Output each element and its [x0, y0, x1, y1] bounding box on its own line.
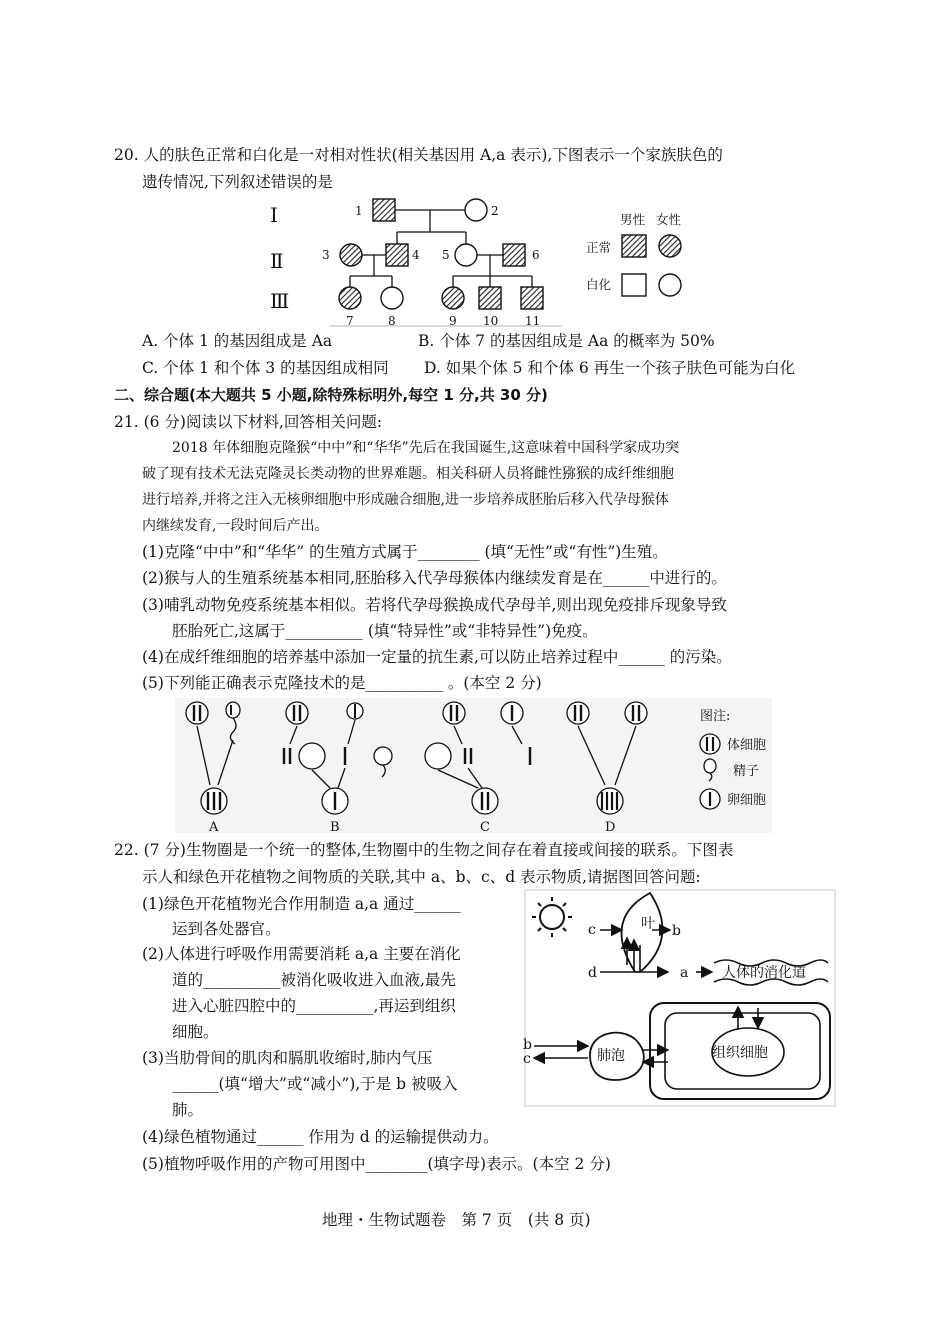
legend-female: 女性: [656, 212, 682, 227]
person-label-9: 9: [449, 314, 457, 328]
q21-stem: 21. (6 分)阅读以下材料,回答相关问题:: [114, 413, 383, 431]
person-9-normal-female: [442, 287, 464, 309]
q21-sub4: (4)在成纤维细胞的培养基中添加一定量的抗生素,可以防止培养过程中______ 的污染。: [142, 648, 732, 666]
legend-albino-female-symbol: [659, 274, 681, 296]
person-label-4: 4: [412, 248, 420, 262]
person-6-normal-male: [503, 244, 525, 266]
person-label-11: 11: [525, 314, 541, 328]
person-label-7: 7: [346, 314, 354, 328]
legend-albino-male-symbol: [622, 274, 646, 296]
option-d-label: D: [605, 820, 616, 835]
q20-stem-line2: 遗传情况,下列叙述错误的是: [142, 173, 333, 191]
q20-option-c: C. 个体 1 和个体 3 的基因组成相同: [142, 359, 389, 377]
legend-male: 男性: [620, 212, 646, 227]
generation-label-2: Ⅱ: [270, 249, 284, 273]
legend-sperm-symbol: [704, 759, 716, 773]
option-a-body-cell: [186, 702, 208, 724]
letter-b-bottom: b: [523, 1037, 532, 1053]
option-d-cell1: [567, 702, 589, 724]
q22-sub2-line1: (2)人体进行呼吸作用需要消耗 a,a 主要在消化: [142, 945, 461, 963]
legend-normal: 正常: [586, 240, 612, 255]
person-label-3: 3: [322, 248, 330, 262]
option-a-label: A: [209, 820, 219, 835]
person-7-normal-female: [339, 287, 361, 309]
letter-a: a: [680, 965, 689, 981]
person-label-6: 6: [532, 248, 540, 262]
q22-sub4: (4)绿色植物通过______ 作用为 d 的运输提供动力。: [142, 1128, 499, 1146]
q22-sub3-line1: (3)当肋骨间的肌肉和膈肌收缩时,肺内气压: [142, 1049, 433, 1067]
person-label-1: 1: [355, 204, 363, 218]
person-2-female: [465, 199, 487, 221]
letter-c-top: c: [588, 922, 596, 938]
option-b-label: B: [330, 820, 340, 835]
q22-sub1-line2: 运到各处器官。: [172, 920, 281, 938]
person-label-8: 8: [388, 314, 396, 328]
q22-sub1-line1: (1)绿色开花植物光合作用制造 a,a 通过______: [142, 895, 461, 913]
option-c-label: C: [480, 820, 490, 835]
person-3-normal-female: [340, 244, 362, 266]
q20-option-b: B. 个体 7 的基因组成是 Aa 的概率为 50%: [418, 332, 715, 350]
option-b-egg: [299, 743, 325, 769]
q22-sub2-line3: 进入心脏四腔中的__________,再运到组织: [172, 997, 456, 1015]
person-label-5: 5: [442, 248, 450, 262]
q21-material-line4: 内继续发育,一段时间后产出。: [142, 518, 329, 534]
legend-normal-female-symbol: [659, 235, 681, 257]
generation-label-1: Ⅰ: [270, 203, 278, 227]
q22-sub2-line2: 道的__________被消化吸收进入血液,最先: [172, 971, 456, 989]
person-label-2: 2: [491, 204, 499, 218]
person-11-normal-male: [521, 287, 543, 309]
legend-normal-male-symbol: [622, 235, 646, 257]
q20-option-d: D. 如果个体 5 和个体 6 再生一个孩子肤色可能为白化: [424, 359, 796, 377]
q21-material-line2: 破了现有技术无法克隆灵长类动物的世界难题。相关科研人员将雌性猕猴的成纤维细胞: [142, 466, 674, 482]
q20-option-a: A. 个体 1 的基因组成是 Aa: [142, 332, 333, 350]
pedigree-chart: [255, 192, 705, 332]
option-b-sperm: [374, 747, 392, 765]
legend-body-cell: 体细胞: [727, 738, 767, 753]
option-b-body-cell: [286, 702, 308, 724]
letter-b-top: b: [672, 923, 681, 939]
legend-egg-cell: 卵细胞: [727, 793, 767, 808]
option-c-egg: [425, 743, 451, 769]
person-10-normal-male: [479, 287, 501, 309]
legend-body-cell-symbol: [700, 734, 720, 754]
legend-sperm: 精子: [733, 764, 760, 779]
leaf-label: 叶: [641, 916, 655, 932]
q22-sub2-line4: 细胞。: [172, 1023, 219, 1041]
option-c-result: [472, 788, 498, 814]
person-4-normal-male: [386, 244, 408, 266]
q21-sub3-line2: 胚胎死亡,这属于__________ (填“特异性”或“非特异性”)免疫。: [172, 622, 598, 640]
legend-albino: 白化: [586, 277, 612, 292]
option-c-body-cell: [443, 702, 465, 724]
digestive-tract-label: 人体的消化道: [722, 965, 806, 981]
q22-sub3-line2: ______(填“增大”或“减小”),于是 b 被吸入: [172, 1075, 458, 1093]
q21-sub5: (5)下列能正确表示克隆技术的是__________ 。(本空 2 分): [142, 674, 542, 692]
q22-sub5: (5)植物呼吸作用的产物可用图中________(填字母)表示。(本空 2 分): [142, 1155, 611, 1173]
q20-stem-line1: 20. 人的肤色正常和白化是一对相对性状(相关基因用 A,a 表示),下图表示一个家族肤色的: [114, 146, 723, 164]
legend-title: 图注:: [700, 709, 731, 724]
letter-d: d: [588, 965, 597, 981]
tissue-cell-label: 组织细胞: [712, 1045, 768, 1061]
q22-stem-line1: 22. (7 分)生物圈是一个统一的整体,生物圈中的生物之间存在着直接或间接的联系。下图表: [114, 841, 734, 859]
letter-c-bottom: c: [523, 1051, 531, 1067]
alveoli-label: 肺泡: [597, 1048, 625, 1064]
q21-material-line3: 进行培养,并将之注入无核卵细胞中形成融合细胞,进一步培养成胚胎后移入代孕母猴体: [142, 492, 669, 508]
option-a-sperm: [226, 702, 240, 718]
person-1-affected-male: [373, 199, 395, 221]
person-8-albino-female: [381, 287, 403, 309]
material-relationship-diagram: [520, 888, 840, 1110]
q22-sub3-line3: 肺。: [172, 1101, 204, 1119]
generation-label-3: Ⅲ: [270, 289, 290, 313]
q22-stem-line2: 示人和绿色开花植物之间物质的关联,其中 a、b、c、d 表示物质,请据图回答问题:: [142, 868, 701, 886]
page-footer: 地理・生物试题卷 第 7 页 (共 8 页): [322, 1211, 591, 1229]
person-5-albino-female: [455, 244, 477, 266]
q21-sub1: (1)克隆“中中”和“华华” 的生殖方式属于________ (填“无性”或“有性”)生殖。: [142, 543, 668, 561]
cloning-options-diagram: [175, 698, 775, 838]
section-2-heading: 二、综合题(本大题共 5 小题,除特殊标明外,每空 1 分,共 30 分): [114, 386, 548, 404]
option-d-cell2: [625, 702, 647, 724]
q21-sub3-line1: (3)哺乳动物免疫系统基本相似。若将代孕母猴换成代孕母羊,则出现免疫排斥现象导致: [142, 596, 727, 614]
q21-sub2: (2)猴与人的生殖系统基本相同,胚胎移入代孕母猴体内继续发育是在______中进行的。: [142, 569, 727, 587]
q21-material-line1: 2018 年体细胞克隆猴“中中”和“华华”先后在我国诞生,这意味着中国科学家成功突: [172, 440, 680, 456]
person-label-10: 10: [483, 314, 499, 328]
